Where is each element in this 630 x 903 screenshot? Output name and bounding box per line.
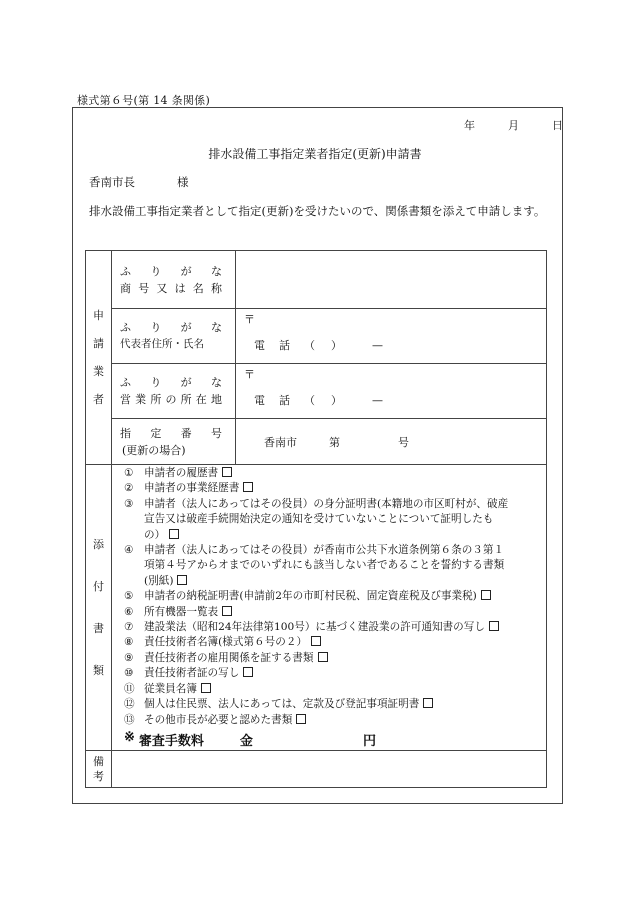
application-table (85, 250, 547, 788)
attachment-item (124, 543, 538, 589)
furigana-char: な (210, 321, 222, 334)
attachments-label-char: 類 (93, 663, 104, 677)
attachment-text: 責任技術者名簿(様式第６号の２） (144, 636, 308, 649)
office-location-label-cell (112, 364, 236, 419)
attachment-number: ⑦ (124, 621, 134, 634)
attachment-number: ⑪ (124, 682, 135, 695)
attachment-text: 責任技術者証の写し (144, 667, 240, 680)
furigana-char: な (210, 376, 222, 389)
furigana-char: り (150, 264, 162, 278)
designation-number-label (120, 425, 222, 442)
attachment-checkbox[interactable] (243, 482, 253, 492)
applicant-section-label (86, 251, 112, 465)
attachment-number: ④ (124, 544, 134, 557)
attachment-checkbox[interactable] (423, 698, 433, 708)
date-year-label: 年 (464, 119, 475, 132)
attachment-text: 責任技術者の雇用関係を証する書類 (144, 651, 314, 664)
phone-label-char: 電 (254, 339, 265, 352)
attachment-text: その他市長が必要と認めた書類 (144, 713, 293, 726)
label-char: の (165, 393, 177, 406)
document-title: 排水設備工事指定業者指定(更新)申請書 (208, 147, 422, 161)
attachment-number: ⑩ (124, 667, 134, 680)
attachment-text: 所有機器一覧表 (144, 605, 219, 618)
furigana-char: が (180, 376, 192, 389)
addressee (89, 174, 189, 190)
label-char: 号 (210, 426, 222, 440)
attachment-number: ⑫ (124, 698, 135, 711)
remarks-label-char: 考 (93, 770, 104, 783)
phone-paren-close: ） (331, 394, 342, 407)
phone-label-char: 話 (279, 394, 290, 407)
attachment-checkbox[interactable] (222, 467, 232, 477)
furigana-char: が (180, 321, 192, 334)
attachment-number: ⑥ (124, 605, 134, 618)
trade-name-label (120, 280, 222, 297)
attachment-number: ① (124, 467, 134, 479)
attachment-item (124, 605, 538, 620)
attachment-number: ⑬ (124, 713, 135, 726)
furigana-char: ふ (120, 376, 131, 389)
office-location-label (120, 391, 222, 408)
attachment-text: の） (144, 528, 166, 541)
phone-dash: — (372, 339, 383, 352)
attachment-item (124, 666, 538, 681)
date-day-label: 日 (552, 119, 563, 132)
attachment-item (124, 697, 538, 712)
trade-name-field[interactable] (236, 251, 547, 309)
label-char: 在 (195, 393, 207, 406)
applicant-label-char: 請 (93, 336, 104, 350)
attachments-label-char: 書 (93, 621, 104, 635)
attachment-text: 申請者の履歴書 (144, 467, 219, 479)
fee-mark: ※ (124, 729, 135, 745)
attachment-text: 従業員名簿 (144, 682, 197, 695)
attachment-checkbox[interactable] (481, 590, 491, 600)
fee-label: 審査手数料 (138, 733, 204, 749)
furigana-label (120, 319, 222, 336)
designation-number-label-cell (112, 419, 236, 465)
furigana-char: が (180, 264, 192, 278)
date-line (464, 117, 563, 133)
postal-mark: 〒 (244, 313, 255, 326)
attachment-checkbox[interactable] (318, 652, 328, 662)
representative-address-field[interactable] (236, 309, 547, 364)
remarks-label (86, 751, 112, 788)
phone-paren-open: （ (304, 394, 315, 407)
attachment-checkbox[interactable] (222, 606, 232, 616)
attachment-checkbox[interactable] (489, 621, 499, 631)
applicant-label-char: 申 (93, 308, 104, 322)
designation-number-line (236, 434, 546, 450)
office-location-field[interactable] (236, 364, 547, 419)
attachment-text: 申請者の納税証明書(申請前2年の市町村民税、固定資産税及び事業税) (144, 590, 477, 603)
postal-mark: 〒 (244, 368, 255, 381)
label-char: 所 (150, 393, 162, 406)
attachments-section-label (86, 465, 112, 751)
attachment-checkbox[interactable] (177, 575, 187, 585)
phone-line (254, 392, 383, 408)
label-char: 業 (135, 393, 147, 406)
attachments-list (112, 465, 547, 751)
furigana-char: な (210, 264, 222, 278)
attachment-item (124, 466, 538, 481)
addressee-name: 香南市長 (89, 175, 135, 189)
label-char: 指 (120, 426, 131, 440)
attachment-number: ⑧ (124, 636, 134, 649)
label-char: 名 (192, 281, 204, 295)
attachment-item (124, 713, 538, 728)
attachment-item (124, 481, 538, 496)
attachment-text: 宣告又は破産手続開始決定の通知を受けていないことについて証明したも (144, 513, 494, 526)
designation-city: 香南市 (264, 435, 297, 449)
fee-currency: 金 (239, 733, 253, 749)
attachment-text: 建設業法（昭和24年法律第100号）に基づく建設業の許可通知書の写し (144, 621, 485, 634)
label-char: 定 (150, 426, 162, 440)
attachment-item (124, 635, 538, 650)
designation-prefix: 第 (329, 435, 340, 449)
attachment-text: 項第４号アからオまでのいずれにも該当しない者であることを誓約する書類 (144, 559, 505, 572)
label-char: 営 (120, 393, 131, 406)
request-statement: 排水設備工事指定業者として指定(更新)を受けたいので、関係書類を添えて申請します。 (89, 204, 546, 218)
designation-number-field[interactable] (236, 419, 547, 465)
form-number: 様式第６号(第 14 条関係) (77, 94, 211, 107)
fee-unit: 円 (362, 733, 376, 749)
attachment-number: ③ (124, 497, 134, 510)
attachment-checkbox[interactable] (296, 714, 306, 724)
attachment-checkbox[interactable] (243, 667, 253, 677)
phone-label-char: 電 (254, 394, 265, 407)
attachments-label-char: 付 (93, 579, 104, 593)
furigana-char: ふ (120, 321, 131, 334)
phone-line (254, 337, 383, 353)
attachment-text: (別紙) (144, 574, 174, 587)
label-char: 称 (210, 281, 222, 295)
designation-suffix: 号 (398, 435, 409, 449)
furigana-label (120, 263, 222, 280)
phone-label-char: 話 (279, 339, 290, 352)
label-char: 商 (120, 281, 131, 295)
attachment-text: 申請者（法人にあってはその役員）が香南市公共下水道条例第６条の３第１ (144, 544, 505, 557)
attachment-text: 個人は住民票、法人にあっては、定款及び登記事項証明書 (144, 698, 420, 711)
label-char: 号 (138, 281, 150, 295)
representative-label-cell (112, 309, 236, 364)
attachment-checkbox[interactable] (201, 683, 211, 693)
attachment-text: 申請者の事業経歴書 (144, 482, 240, 495)
label-char: 地 (210, 393, 222, 406)
furigana-char: ふ (120, 264, 131, 278)
furigana-char: り (150, 321, 162, 334)
date-month-label: 月 (508, 119, 519, 132)
attachments-label-char: 添 (93, 537, 104, 551)
attachment-item (124, 651, 538, 666)
attachment-checkbox[interactable] (169, 529, 179, 539)
attachment-number: ② (124, 482, 134, 495)
attachment-checkbox[interactable] (311, 636, 321, 646)
label-char: 又 (156, 281, 168, 295)
attachment-item (124, 589, 538, 604)
attachment-item (124, 682, 538, 697)
phone-paren-close: ） (331, 339, 342, 352)
renewal-note: (更新の場合) (122, 443, 186, 457)
attachment-item (124, 620, 538, 635)
furigana-char: り (150, 376, 162, 389)
review-fee-line (124, 730, 538, 749)
attachment-number: ⑤ (124, 590, 134, 603)
furigana-label (120, 374, 222, 391)
attachment-text: 申請者（法人にあってはその役員）の身分証明書(本籍地の市区町村が、破産 (144, 497, 509, 510)
label-char: 所 (180, 393, 192, 406)
phone-dash: — (372, 394, 383, 407)
phone-paren-open: （ (304, 339, 315, 352)
representative-label: 代表者住所・氏名 (120, 338, 204, 350)
trade-name-label-cell (112, 251, 236, 309)
label-char: は (174, 281, 186, 295)
attachment-item (124, 497, 538, 543)
remarks-field[interactable] (112, 751, 547, 788)
addressee-honorific: 様 (177, 175, 189, 189)
attachment-number: ⑨ (124, 651, 134, 664)
applicant-label-char: 者 (93, 392, 104, 406)
applicant-label-char: 業 (93, 364, 104, 378)
remarks-label-char: 備 (93, 755, 104, 768)
label-char: 番 (180, 426, 192, 440)
